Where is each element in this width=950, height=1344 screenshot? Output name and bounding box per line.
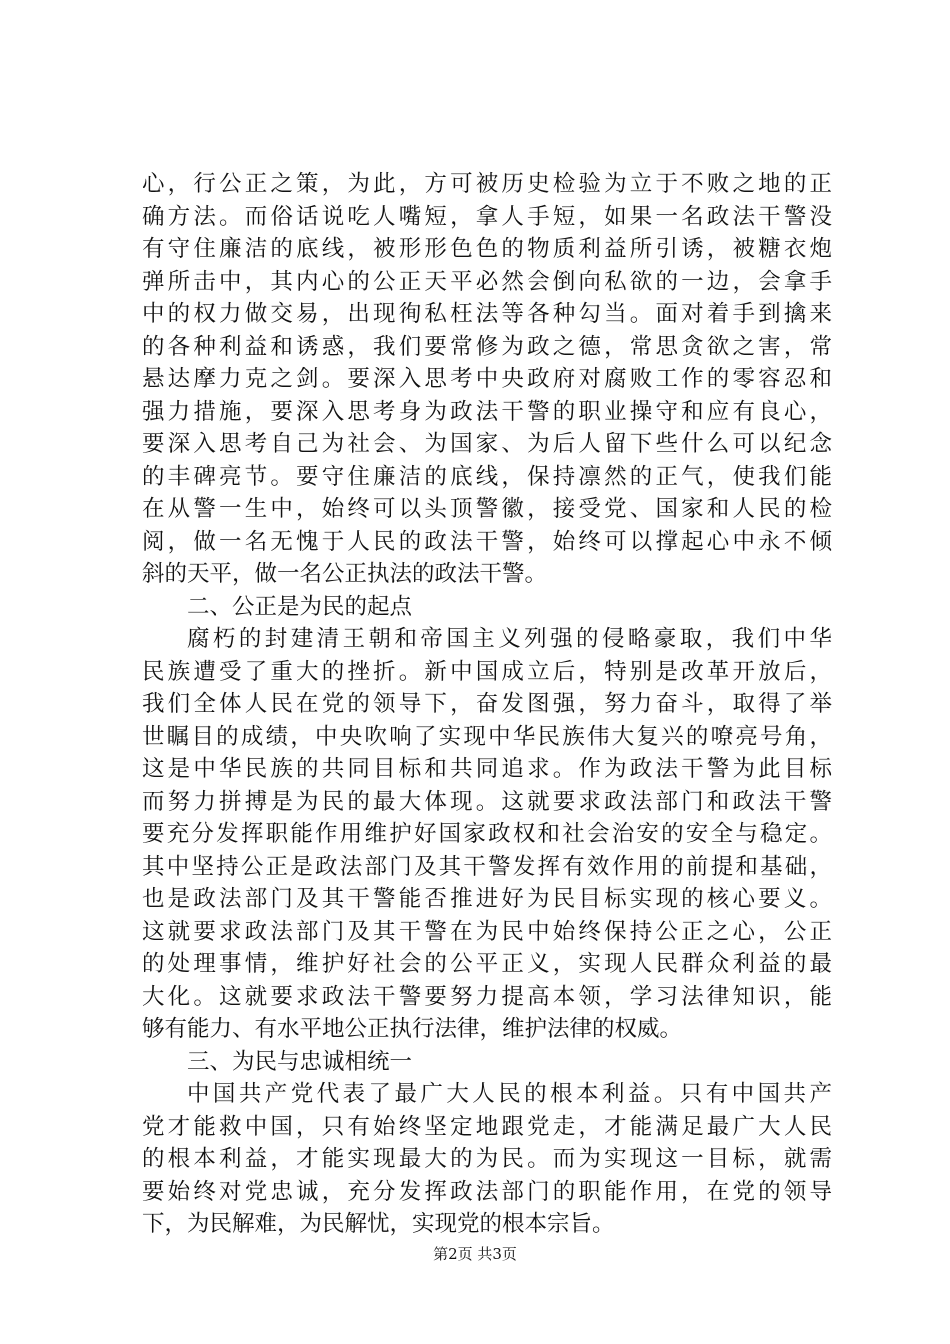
body-line: 其中坚持公正是政法部门及其干警发挥有效作用的前提和基础， [142,853,832,880]
body-line: 也是政法部门及其干警能否推进好为民目标实现的核心要义。 [142,886,832,912]
section-heading: 三、为民与忠诚相统一 [187,1048,413,1075]
body-line: 的处理事情，维护好社会的公平正义，实现人民群众利益的最 [142,951,832,977]
body-line: 斜的天平，做一名公正执法的政法干警。 [142,561,548,587]
body-line: 党才能救中国，只有始终坚定地跟党走，才能满足最广大人民 [142,1113,832,1140]
body-line: 阅，做一名无愧于人民的政法干警，始终可以撑起心中永不倾 [142,528,832,555]
body-line: 这是中华民族的共同目标和共同追求。作为政法干警为此目标 [142,756,832,782]
body-line: 要充分发挥职能作用维护好国家政权和社会治安的安全与稳定。 [142,821,832,847]
body-line: 我们全体人民在党的领导下，奋发图强，努力奋斗，取得了举 [142,691,832,717]
body-line: 有守住廉洁的底线，被形形色色的物质利益所引诱，被糖衣炮 [142,236,832,262]
body-line: 下，为民解难，为民解忧，实现党的根本宗旨。 [142,1211,615,1237]
body-line: 心，行公正之策，为此，方可被历史检验为立于不败之地的正 [142,171,832,197]
body-line: 这就要求政法部门及其干警在为民中始终保持公正之心，公正 [142,918,832,945]
body-line: 中的权力做交易，出现徇私枉法等各种勾当。面对着手到擒来 [142,301,832,327]
body-line: 弹所击中，其内心的公正天平必然会倒向私欲的一边，会拿手 [142,268,832,295]
body-line: 民族遭受了重大的挫折。新中国成立后，特别是改革开放后， [142,658,832,685]
body-line: 的丰碑亮节。要守住廉洁的底线，保持凛然的正气，使我们能 [142,463,832,490]
paragraph-first-line: 中国共产党代表了最广大人民的根本利益。只有中国共产 [187,1081,832,1107]
body-line: 而努力拼搏是为民的最大体现。这就要求政法部门和政法干警 [142,788,832,815]
body-line: 大化。这就要求政法干警要努力提高本领，学习法律知识，能 [142,983,832,1010]
body-line: 强力措施，要深入思考身为政法干警的职业操守和应有良心， [142,398,832,425]
body-line: 悬达摩力克之剑。要深入思考中央政府对腐败工作的零容忍和 [142,366,832,392]
body-line: 够有能力、有水平地公正执行法律，维护法律的权威。 [142,1016,683,1042]
section-heading: 二、公正是为民的起点 [187,593,413,620]
paragraph-first-line: 腐朽的封建清王朝和帝国主义列强的侵略豪取，我们中华 [187,626,832,652]
body-line: 在从警一生中，始终可以头顶警徽，接受党、国家和人民的检 [142,496,832,522]
body-line: 的根本利益，才能实现最大的为民。而为实现这一目标，就需 [142,1146,832,1172]
body-line: 要始终对党忠诚，充分发挥政法部门的职能作用，在党的领导 [142,1178,832,1205]
body-line: 世瞩目的成绩，中央吹响了实现中华民族伟大复兴的嘹亮号角， [142,723,832,750]
body-line: 要深入思考自己为社会、为国家、为后人留下些什么可以纪念 [142,431,832,457]
body-line: 确方法。而俗话说吃人嘴短，拿人手短，如果一名政法干警没 [142,203,832,230]
body-line: 的各种利益和诱惑，我们要常修为政之德，常思贪欲之害，常 [142,333,832,360]
document-body [142,168,832,1241]
page-footer: 第2页 共3页 [433,1245,517,1263]
